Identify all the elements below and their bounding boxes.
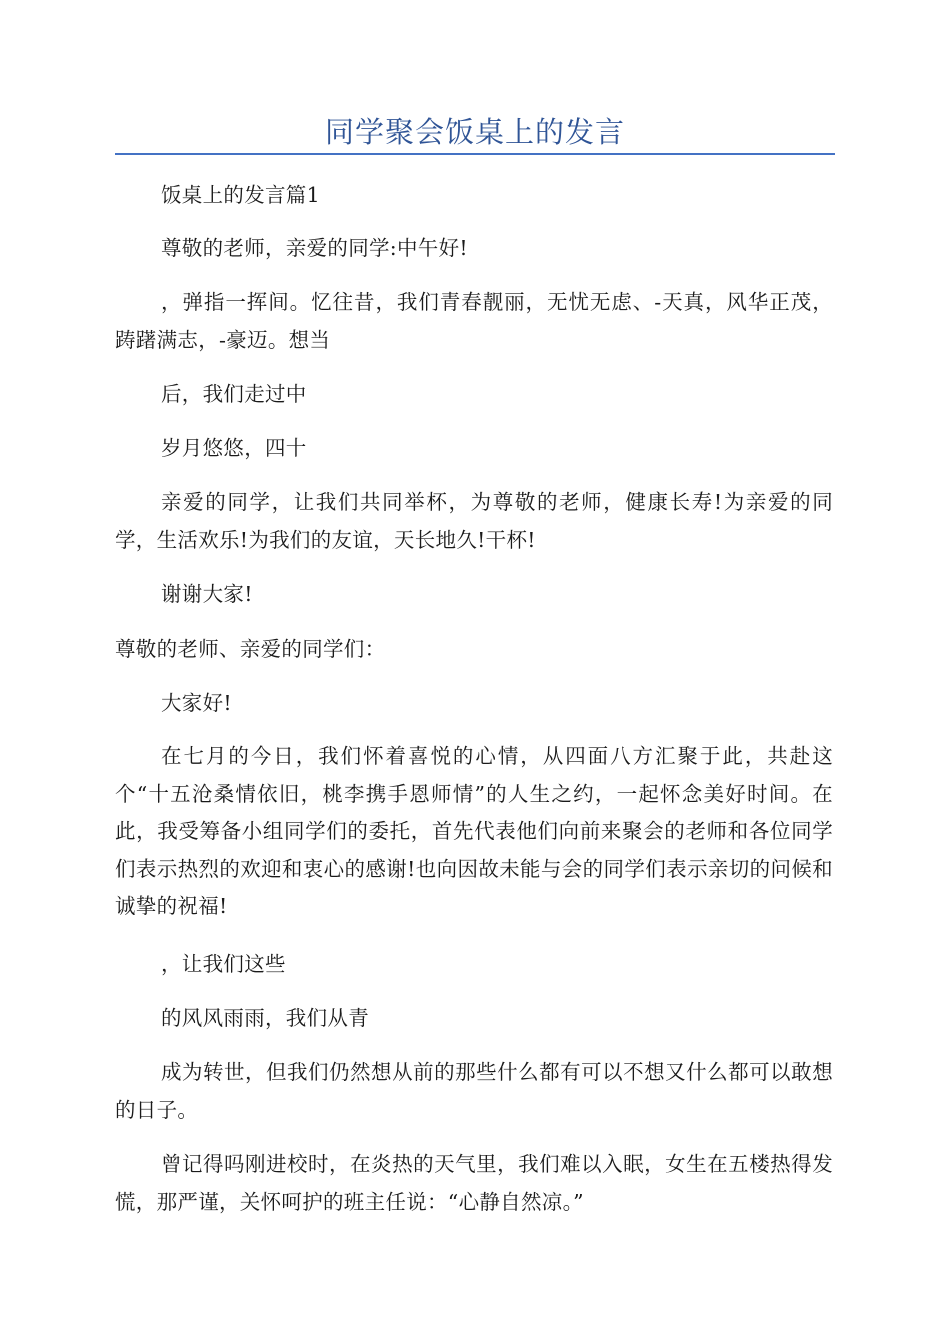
paragraph-hello: 大家好! (161, 691, 232, 715)
paragraph-school-days: 曾记得吗刚进校时，在炎热的天气里，我们难以入眠，女生在五楼热得发慌，那严谨，关怀呵护的班主任说：“心静自然凉。” (115, 1152, 833, 1214)
paragraph-fragment-1: 后，我们走过中 (161, 382, 307, 406)
section-heading: 饭桌上的发言篇1 (161, 183, 320, 207)
paragraph-welcome: 在七月的今日，我们怀着喜悦的心情，从四面八方汇聚于此，共赴这个“十五沧桑情依旧，桃李携手恩师情”的人生之约，一起怀念美好时间。在此，我受筹备小组同学们的委托，首先代表他们向前来聚会的老师和各位同学们表示热烈的欢迎和衷心的感谢!也向因故未能与会的同学们表示亲切的问候和诚挚的祝福! (115, 744, 833, 918)
paragraph-thanks: 谢谢大家! (161, 582, 253, 606)
paragraph-recollection: ，弹指一挥间。忆往昔，我们青春靓丽，无忧无虑、-天真，风华正茂，踌躇满志，-豪迈。想当 (115, 290, 833, 352)
paragraph-salutation: 尊敬的老师、亲爱的同学们： (115, 637, 386, 661)
paragraph-fragment-2: 岁月悠悠，四十 (161, 436, 307, 460)
paragraph-toast: 亲爱的同学，让我们共同举杯，为尊敬的老师，健康长寿!为亲爱的同学，生活欢乐!为我们的友谊，天长地久!干杯! (115, 490, 833, 552)
paragraph-memories: 成为转世，但我们仍然想从前的那些什么都有可以不想又什么都可以敢想的日子。 (115, 1060, 833, 1122)
paragraph-fragment-3: ，让我们这些 (161, 952, 286, 976)
title-underline (115, 153, 835, 155)
document-title: 同学聚会饭桌上的发言 (324, 115, 625, 149)
paragraph-fragment-4: 的风风雨雨，我们从青 (161, 1006, 369, 1030)
paragraph-greeting: 尊敬的老师，亲爱的同学:中午好! (161, 236, 468, 260)
